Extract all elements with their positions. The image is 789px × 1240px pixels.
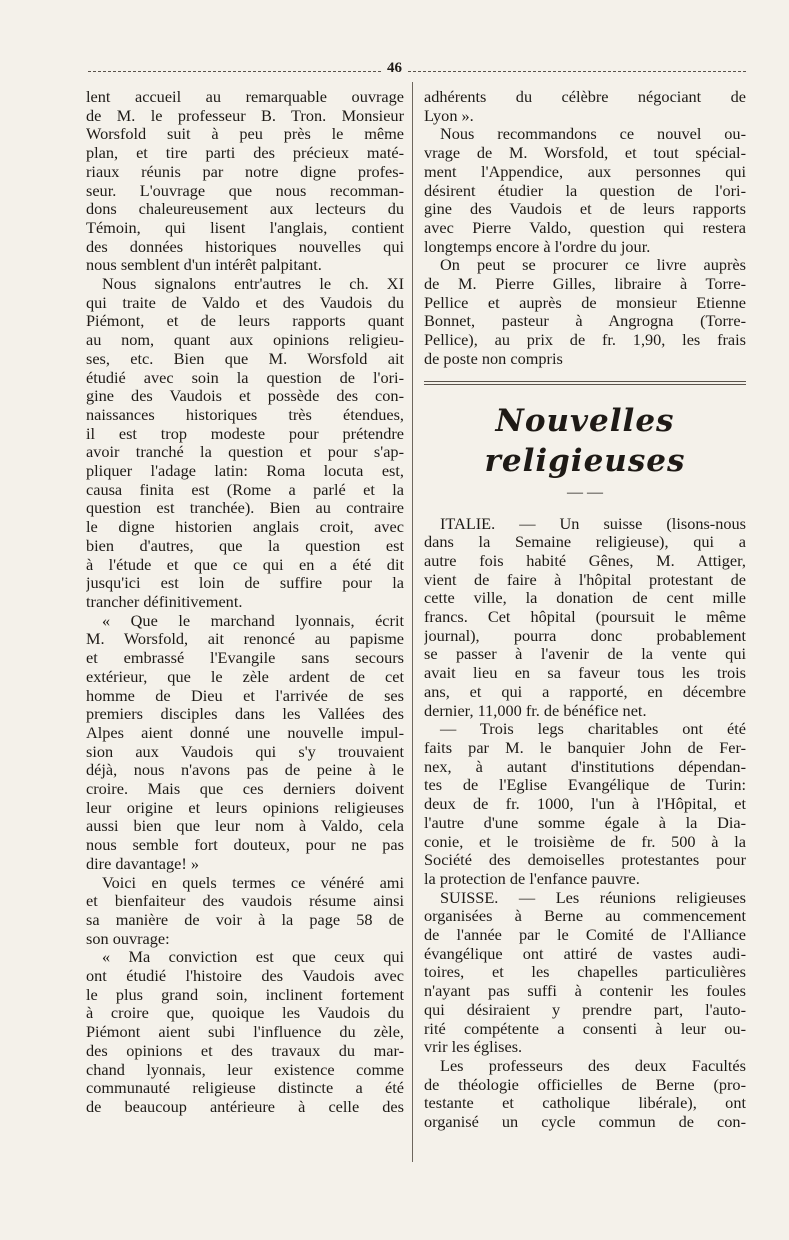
text-line: plan, et tire parti des précieux maté-	[86, 144, 404, 163]
text-line: le digne historien anglais croit, avec	[86, 518, 404, 537]
text-line: Société des demoiselles protestantes pour	[424, 851, 746, 870]
text-line: son ouvrage:	[86, 929, 170, 948]
text-line: causa finita est (Rome a parlé et la	[86, 480, 404, 499]
text-line: à croire que, quoique les Vaudois du	[86, 1004, 404, 1023]
text-line: de beaucoup antérieure à celle des	[86, 1097, 404, 1116]
text-line: Worsfold suit à peu près le même	[86, 125, 404, 144]
text-line: longtemps encore à l'ordre du jour.	[424, 237, 651, 256]
text-line: croire. Mais que ces derniers doivent	[86, 780, 404, 799]
text-line: la protection de l'enfance pauvre.	[424, 869, 640, 888]
text-line: nex, à autant d'institutions dépendan-	[424, 757, 746, 776]
text-line: gine des Vaudois et de leurs rapports	[424, 200, 746, 219]
text-line: au nom, quant aux opinions religieu-	[86, 331, 404, 350]
text-line: dans la Semaine religieuse), qui a	[424, 533, 746, 552]
text-line: de poste non compris	[424, 349, 563, 368]
text-line: journal), pourra donc probablement	[424, 626, 746, 645]
text-line: pliquer l'adage latin: Roma locuta est,	[86, 462, 404, 481]
text-line: aussi bien que leur nom à Valdo, cela	[86, 817, 404, 836]
text-line: désirent étudier la question de l'ori-	[424, 181, 746, 200]
text-line: autre fois habité Gênes, M. Attiger,	[424, 551, 746, 570]
text-line: ment l'Appendice, aux personnes qui	[424, 162, 746, 181]
text-line: question est tranchée). Bien au contraire	[86, 499, 404, 518]
text-line: naissances historiques très étendues,	[86, 405, 404, 424]
text-line: dire davantage! »	[86, 854, 200, 873]
text-line: francs. Cet hôpital (poursuit le même	[424, 608, 746, 627]
text-line: Pellice et auprès de monsieur Etienne	[424, 293, 746, 312]
text-line: Bonnet, pasteur à Angrogna (Torre-	[424, 312, 746, 331]
text-line: « Ma conviction est que ceux qui	[102, 948, 404, 967]
text-line: dernier, 11,000 fr. de bénéfice net.	[424, 701, 647, 720]
text-line: vient de faire à l'hôpital protestant de	[424, 570, 746, 589]
text-line: Nous recommandons ce nouvel ou-	[440, 125, 746, 144]
text-line: ans, et qui a rapporté, en décembre	[424, 682, 746, 701]
text-line: sion aux Vaudois qui s'y trouvaient	[86, 742, 404, 761]
column-divider	[412, 82, 413, 1162]
text-line: étudié avec soin la question de l'ori-	[86, 368, 404, 387]
text-line: de théologie officielles de Berne (pro-	[424, 1075, 746, 1094]
text-line: qui traite de Valdo et des Vaudois du	[86, 293, 404, 312]
left-column-text	[86, 88, 404, 1117]
text-line: Témoin, qui lisent l'anglais, contient	[86, 218, 404, 237]
text-line: toires, et les chapelles particulières	[424, 963, 746, 982]
text-line: Lyon ».	[424, 106, 474, 125]
text-line: leur origine et leurs opinions religieuses	[86, 798, 404, 817]
text-line: de M. Pierre Gilles, libraire à Torre-	[424, 275, 746, 294]
text-line: M. Worsfold, ait renoncé au papisme	[86, 630, 404, 649]
text-line: organisé un cycle commun de con-	[424, 1113, 746, 1132]
text-line: avec Pierre Valdo, question qui restera	[424, 218, 746, 237]
text-line: l'autre d'une somme égale à la Dia-	[424, 813, 746, 832]
text-line: tes de l'Eglise Evangélique de Turin:	[424, 776, 746, 795]
text-line: qui désiraient y prendre part, l'auto-	[424, 1000, 746, 1019]
text-line: adhérents du célèbre négociant de	[424, 88, 746, 106]
heading-dash: — —	[567, 483, 603, 501]
text-line: homme de Dieu et l'arrivée de ses	[86, 686, 404, 705]
text-line: trancher définitivement.	[86, 592, 243, 611]
text-line: — Trois legs charitables ont été	[440, 720, 746, 739]
news-text	[424, 515, 746, 1132]
text-line: des données historiques nouvelles qui	[86, 237, 404, 256]
left-column	[86, 88, 404, 1117]
text-line: chand lyonnais, leur existence comme	[86, 1060, 404, 1079]
text-line: Voici en quels termes ce vénéré ami	[102, 873, 404, 892]
text-line: avoir tranché la question et pour s'ap-	[86, 443, 404, 462]
text-line: extérieur, que le zèle ardent de cet	[86, 667, 404, 686]
text-line: sa manière de voir à la page 58 de	[86, 910, 404, 929]
text-line: Alpes aient donné une nouvelle impul-	[86, 723, 404, 742]
text-line: riaux réunis par notre digne profes-	[86, 162, 404, 181]
text-line: Piémont aient subi l'influence du zèle,	[86, 1023, 404, 1042]
text-line: premiers disciples dans les Vallées des	[86, 705, 404, 724]
text-line: et bienfaiteur des vaudois résume ainsi	[86, 892, 404, 911]
text-line: communauté religieuse distincte a été	[86, 1079, 404, 1098]
section-divider	[424, 381, 746, 385]
text-line: ses, etc. Bien que M. Worsfold ait	[86, 349, 404, 368]
text-line: On peut se procurer ce livre auprès	[440, 256, 746, 275]
text-line: organisées à Berne au commencement	[424, 907, 746, 926]
text-line: et embrassé l'Evangile sans secours	[86, 649, 404, 668]
book-review-continuation	[424, 88, 746, 369]
text-line: Nous signalons entr'autres le ch. XI	[102, 275, 404, 294]
text-line: se passer à l'avenir de la vente qui	[424, 645, 746, 664]
page-number: 46	[0, 60, 789, 77]
text-line: évangélique ont attiré de vastes audi-	[424, 944, 746, 963]
text-line: ITALIE. — Un suisse (lisons-nous	[440, 514, 746, 533]
text-line: Les professeurs des deux Facultés	[440, 1056, 746, 1075]
text-line: cette ville, la donation de cent mille	[424, 589, 746, 608]
text-line: il est trop modeste pour prétendre	[86, 424, 404, 443]
text-line: seur. L'ouvrage que nous recomman-	[86, 181, 404, 200]
text-line: le plus grand soin, inclinent fortement	[86, 985, 404, 1004]
text-line: avait lieu en sa faveur tous les trois	[424, 664, 746, 683]
text-line: de l'année par le Comité de l'Alliance	[424, 926, 746, 945]
text-line: vrage de M. Worsfold, et tout spécial-	[424, 144, 746, 163]
text-line: faits par M. le banquier John de Fer-	[424, 738, 746, 757]
text-line: deux de fr. 1000, l'un à l'Hôpital, et	[424, 795, 746, 814]
text-line: jusqu'ici est loin de suffire pour la	[86, 574, 404, 593]
text-line: bien d'autres, que la question est	[86, 536, 404, 555]
text-line: rité compétente a consenti à leur ou-	[424, 1019, 746, 1038]
text-line: « Que le marchand lyonnais, écrit	[102, 611, 404, 630]
text-line: nous semblent d'un intérêt palpitant.	[86, 256, 322, 275]
text-line: vrir les églises.	[424, 1038, 523, 1057]
text-line: à l'étude et que ce qui en a été dit	[86, 555, 404, 574]
text-line: dons chaleureusement aux lecteurs du	[86, 200, 404, 219]
text-line: de M. le professeur B. Tron. Monsieur	[86, 106, 404, 125]
right-column	[424, 88, 746, 1132]
text-line: déjà, nous n'avons pas de peine à le	[86, 761, 404, 780]
text-line: SUISSE. — Les réunions religieuses	[440, 888, 746, 907]
text-line: testante et catholique libérale), ont	[424, 1094, 746, 1113]
text-line: conie, et le troisième de fr. 500 à la	[424, 832, 746, 851]
text-line: gine des Vaudois et possède des con-	[86, 387, 404, 406]
text-line: nous semble fort douteux, pour ne pas	[86, 836, 404, 855]
text-line: n'ayant pas suffi à contenir les foules	[424, 982, 746, 1001]
text-line: lent accueil au remarquable ouvrage	[86, 88, 404, 106]
text-line: ont étudié l'histoire des Vaudois avec	[86, 967, 404, 986]
text-line: Piémont, et de leurs rapports quant	[86, 312, 404, 331]
section-heading: Nouvelles religieuses	[484, 402, 686, 479]
text-line: Pellice), au prix de fr. 1,90, les frais	[424, 331, 746, 350]
text-line: des opinions et des travaux du mar-	[86, 1041, 404, 1060]
